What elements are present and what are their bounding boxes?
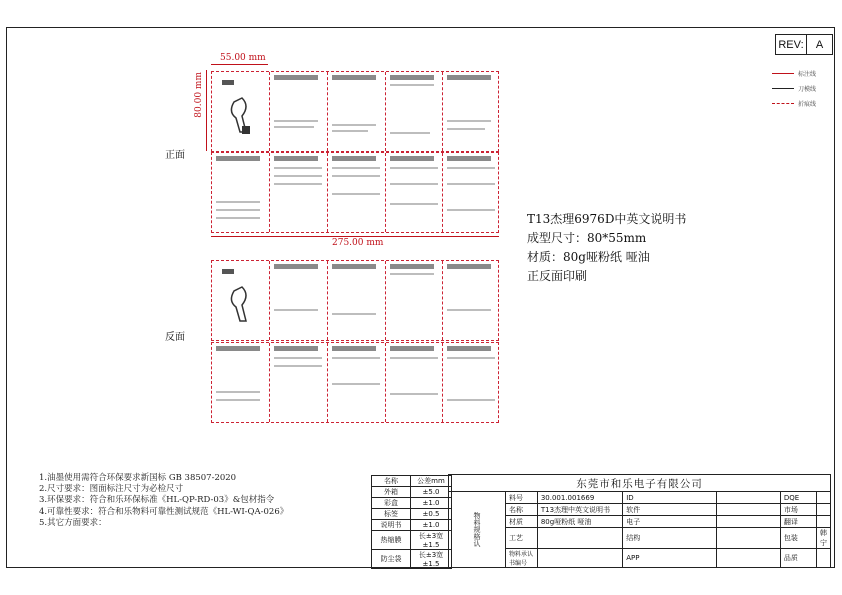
note-line: 5.其它方面要求：	[39, 517, 107, 528]
front-sheet-top	[211, 71, 499, 152]
dim-total-label: 275.00 mm	[332, 238, 384, 248]
tolerance-table	[371, 475, 452, 569]
title-block-side-label: 物料规格认	[449, 492, 506, 568]
spec-line: 材质：80g哑粉纸 哑油	[527, 250, 650, 264]
cover-panel	[212, 72, 270, 151]
table-row: 说明书 ±1.0	[372, 520, 452, 531]
table-row: 工艺 结构 包装 韩宁	[449, 528, 831, 549]
note-line: 2.尺寸要求：图面标注尺寸为必检尺寸	[39, 484, 184, 495]
manual-panel	[386, 343, 443, 422]
manual-panel	[212, 343, 270, 422]
manual-panel	[328, 343, 386, 422]
note-line: 4.可靠性要求：符合和乐物料可靠性测试规范《HL-WI-QA-026》	[39, 506, 289, 517]
manual-panel	[386, 261, 443, 340]
dim-width-line	[211, 64, 268, 65]
cover-panel	[212, 261, 270, 340]
table-row: 名称 T13杰理中英文说明书 软件 市场	[449, 504, 831, 516]
manual-panel	[386, 72, 443, 151]
manual-panel	[270, 153, 328, 232]
table-row: 标签 ±0.5	[372, 509, 452, 520]
table-row: 材质 80g哑粉纸 哑油 电子 翻译	[449, 516, 831, 528]
back-sheet-top	[211, 260, 499, 341]
company-name: 东莞市和乐电子有限公司	[449, 475, 831, 492]
manual-panel	[328, 153, 386, 232]
legend-item	[772, 96, 816, 111]
legend-label: 刀模线	[798, 87, 817, 93]
dim-width-label: 55.00 mm	[220, 53, 266, 63]
manual-panel	[328, 261, 386, 340]
manual-panel	[443, 261, 500, 340]
tol-header: 公差mm	[411, 476, 452, 487]
spec-description	[527, 210, 686, 286]
legend-item	[772, 66, 816, 81]
front-side-label: 正面	[165, 150, 185, 161]
spec-line: 成型尺寸：80*55mm	[527, 231, 647, 245]
legend-label: 折痕线	[798, 102, 817, 108]
manual-panel	[270, 72, 328, 151]
line-legend	[772, 66, 816, 111]
revision-value: A	[815, 38, 824, 51]
dim-height-line	[206, 70, 207, 151]
manual-panel	[270, 343, 328, 422]
table-row: 外箱 ±5.0	[372, 487, 452, 498]
title-block	[448, 474, 831, 568]
table-row: 物料规格认 料号 30.001.001669 ID DQE	[449, 492, 831, 504]
back-side-label: 反面	[165, 332, 185, 343]
table-row: 彩盒 ±1.0	[372, 498, 452, 509]
requirement-notes	[39, 473, 288, 529]
dim-total-line	[211, 236, 499, 237]
note-line: 3.环保要求：符合和乐环保标准《HL-QP-RD-03》&包材指令	[39, 495, 275, 506]
manual-panel	[328, 72, 386, 151]
table-row: 物料承认书编号 APP 品质	[449, 549, 831, 568]
manual-panel	[386, 153, 443, 232]
note-line: 1.油墨使用需符合环保要求新国标 GB 38507-2020	[39, 473, 237, 483]
legend-label: 标注线	[798, 72, 817, 78]
revision-box	[775, 34, 833, 55]
legend-item	[772, 81, 816, 96]
table-row: 热缩膜 长±3宽±1.5	[372, 531, 452, 550]
earbud-icon	[220, 80, 260, 140]
back-sheet-bottom	[211, 342, 499, 423]
dim-height-label: 80.00 mm	[194, 72, 204, 118]
tol-header: 名称	[372, 476, 411, 487]
spec-line: 正反面印刷	[527, 269, 588, 283]
manual-panel	[443, 343, 500, 422]
manual-panel	[212, 153, 270, 232]
spec-line: T13杰理6976D中英文说明书	[527, 212, 687, 226]
manual-panel	[443, 153, 500, 232]
earbud-icon	[220, 269, 260, 329]
table-row: 防尘袋 长±3宽±1.5	[372, 550, 452, 569]
front-sheet-bottom	[211, 152, 499, 233]
revision-label: REV:	[776, 35, 807, 54]
manual-panel	[270, 261, 328, 340]
manual-panel	[443, 72, 500, 151]
